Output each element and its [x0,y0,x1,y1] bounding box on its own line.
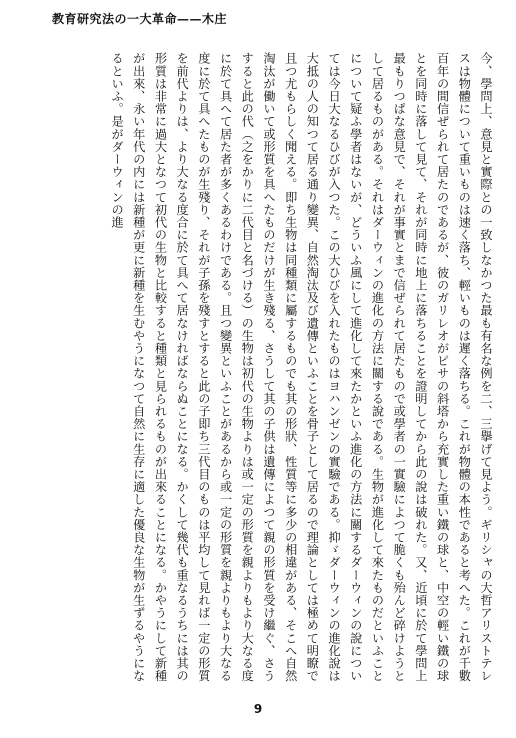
running-header: 教育研究法の一大革命——木庄 [52,12,228,26]
body-paragraph: 今、學問上、意見と實際との一致しなかつた最も有名な例を二、三擧げて見よう。ギリシャの大哲アリストテレスは物體について重いものは速く落ち、輕いものは遲く落ちる。これが物體の本性であると考へた。これが千數百年の間信ぜられて居たのであるが、彼のガリレオがピサの斜塔から充實した重い鐵の球と、中空の輕い鐵の球とを同時に落して見て、それが同時に地上に落ちることを證明してから此の說は破れた。又、近頃に於て學問上最もりつぱな意見で、それが事實とまで信ぜられて居たもので或學者の一實驗によつて脆くも殆んど碎けようとして居るものがある。それはダーウィンの進化の方法に關する說である。生物が進化して來たものだといふことについて疑ふ學者はないが、どういふ風にして進化して來たかといふ進化の方法に關するダーウィンの說につい ては今日大なるひびが入つた。この大ひびを入れたものはヨハンゼンの實驗である。抑ゞダーウィンの進化說は大抵の人の知つて居る通り變異、自然淘汰及び遺傳といふことを骨子として居るので理論としては極めて明瞭で且つ尤もらしく聞える。即ち生物は同種類に屬するものでも其の形狀、性質等に多少の相違がある、そこへ自然淘汰が働いて或形質を具へたものだけが生き殘る、さうして其の子供は遺傳によつて親の形質を受け繼ぐ、さうすると此の代（之をかりに二代目と名づける）の生物は初代の生物よりは或一定の形質を親よりもより大なる度に於て具へて居た者が多くあるわけである。且つ變異といふことがあるから或一定の形質を親よりもより大なる度に於て具へたものが生殘り、それが子孫を殘すとすると此の子即ち三代目のものは平均して見れば一定の形質を前代よりは、より大なる度合に於て具へて居なければならぬことになる。かくして幾代も重なるうちには其の形質は非常に過大となつて初代の生物と比較すると種類と見られるものが出來ることになる。かやうにして新種が出來、永い年代の内には新種が更に新種を生むやうになつて自然に生存に適した優良な生物が生ずるやうになるといふ。是がダーウィンの進 [110,52,493,682]
body-text-column [60,52,496,682]
page-number: 9 [253,702,263,716]
